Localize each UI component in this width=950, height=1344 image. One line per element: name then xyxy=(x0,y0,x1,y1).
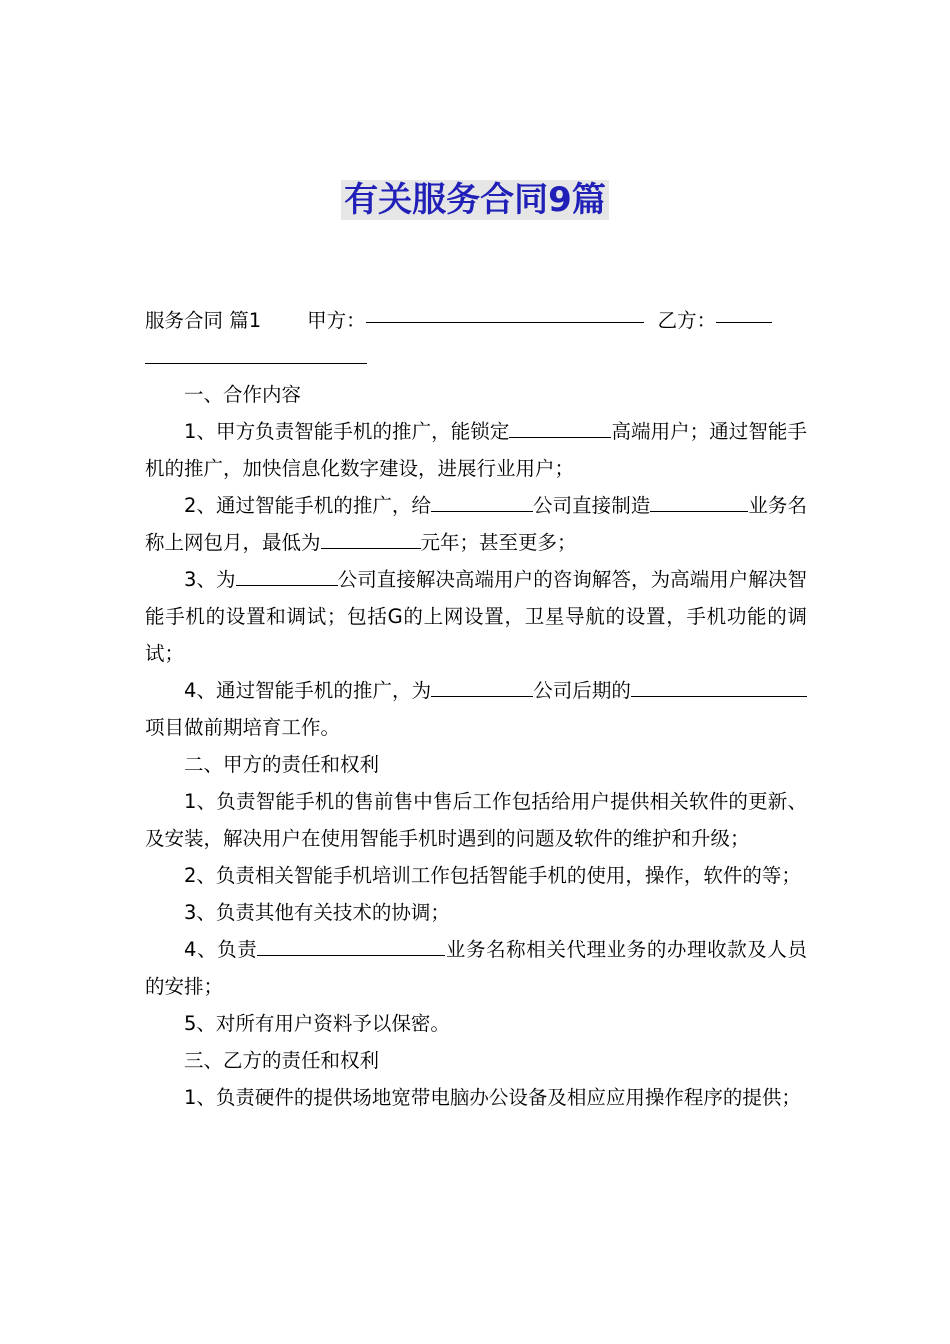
paragraph: 4、通过智能手机的推广，为 公司后期的项目做前期培育工作。 xyxy=(145,672,807,746)
section-heading-3: 三、乙方的责任和权利 xyxy=(184,1049,380,1072)
paragraph: 4、负责 业务名称相关代理业务的办理收款及人员的安排； xyxy=(145,931,807,1005)
section-heading-2: 二、甲方的责任和权利 xyxy=(184,753,380,776)
paragraph: 1、负责硬件的提供场地宽带电脑办公设备及相应应用操作程序的提供； xyxy=(184,1086,801,1109)
paragraph: 1、甲方负责智能手机的推广，能锁定 高端用户；通过智能手机的推广，加快信息化数字建设，进展行业用户； xyxy=(145,413,807,487)
party-b-blank xyxy=(716,302,772,323)
paragraph: 2、通过智能手机的推广，给 公司直接制造 业务名称上网包月，最低为 元年；甚至更多； xyxy=(145,487,807,561)
party-a-label: 甲方： xyxy=(307,309,366,332)
paragraph: 2、负责相关智能手机培训工作包括智能手机的使用，操作，软件的等； xyxy=(184,864,801,887)
paragraph: 1、负责智能手机的售前售中售后工作包括给用户提供相关软件的更新、及安装，解决用户在使用智能手机时遇到的问题及软件的维护和升级； xyxy=(145,790,807,850)
paragraph: 3、负责其他有关技术的协调； xyxy=(184,901,450,924)
document-body xyxy=(145,302,807,1116)
section-heading-1: 一、合作内容 xyxy=(184,383,302,406)
party-a-blank xyxy=(366,302,644,323)
paragraph: 5、对所有用户资料予以保密。 xyxy=(184,1012,450,1035)
document-title: 有关服务合同9篇 xyxy=(0,178,950,222)
section-label: 服务合同 篇1 xyxy=(145,309,262,332)
paragraph: 3、为 公司直接解决高端用户的咨询解答，为高端用户解决智能手机的设置和调试；包括G的上网设置，卫星导航的设置，手机功能的调试； xyxy=(145,561,807,672)
party-b-blank-continued xyxy=(145,339,807,376)
party-b-label: 乙方： xyxy=(657,309,717,332)
contract-header-line xyxy=(145,302,807,339)
